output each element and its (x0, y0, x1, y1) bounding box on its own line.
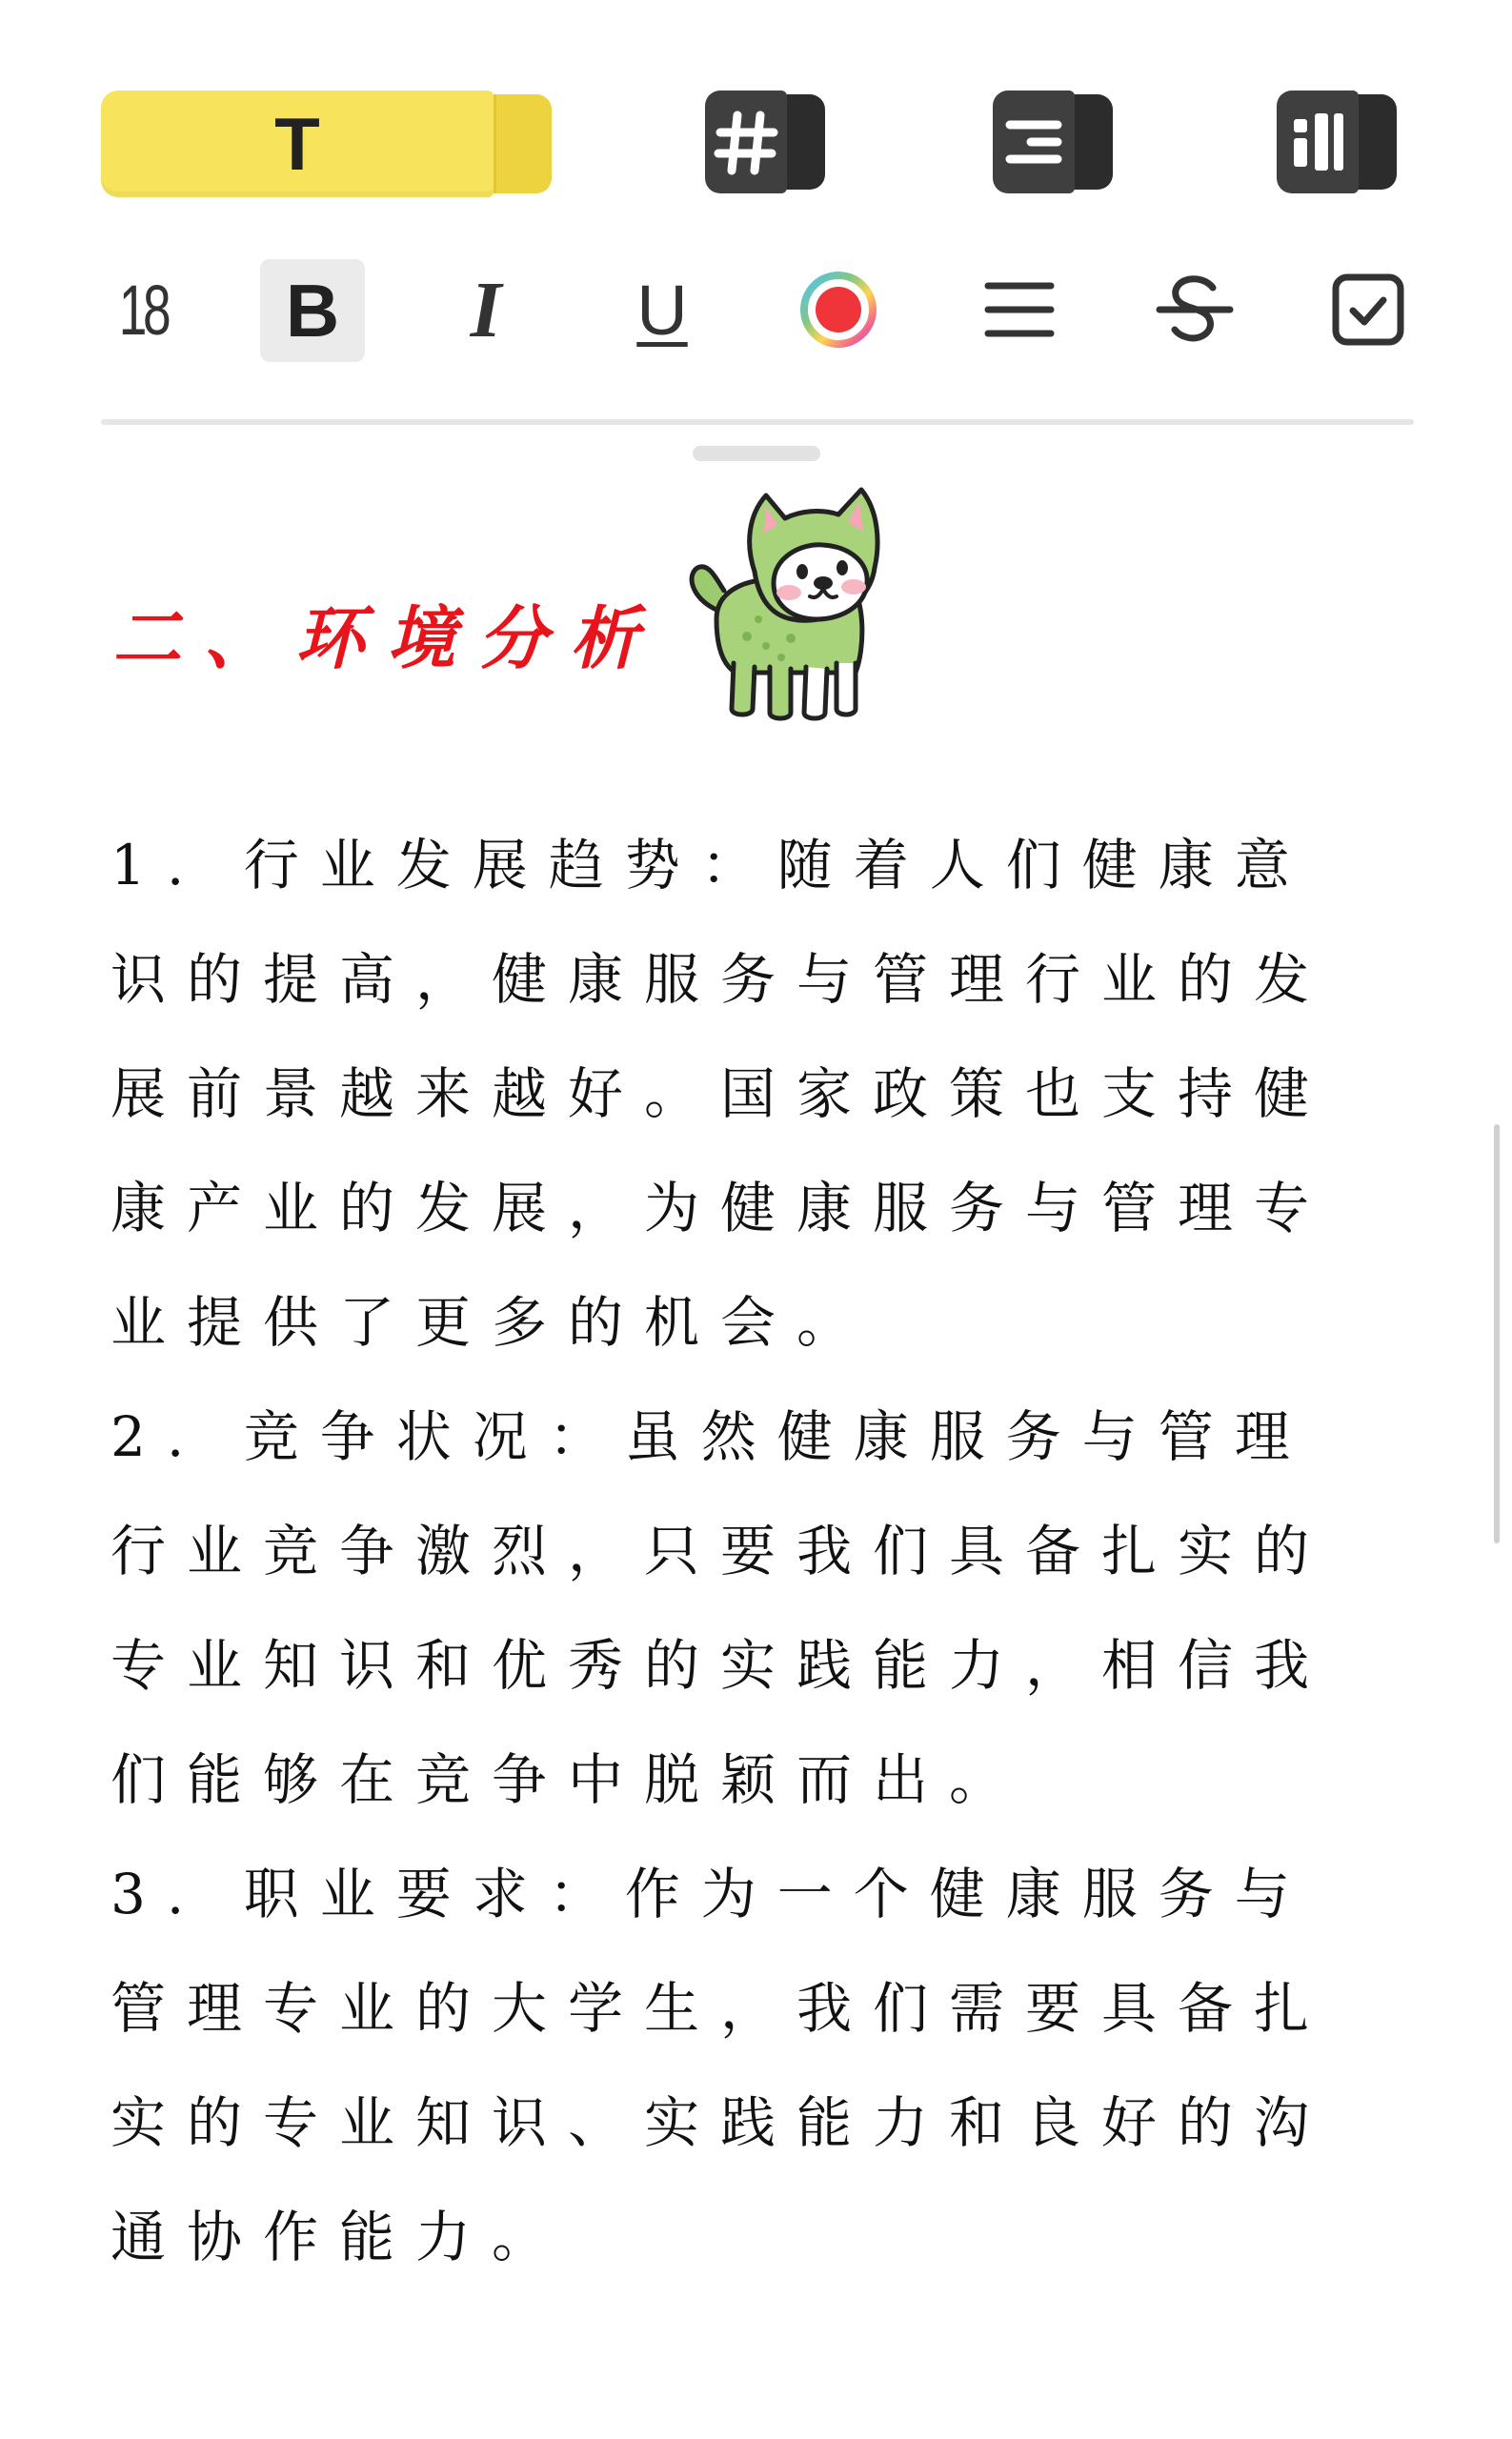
checkbox-button[interactable] (1313, 257, 1423, 362)
tab-columns[interactable] (1277, 91, 1397, 193)
tab-hash[interactable] (705, 91, 825, 193)
document-body[interactable] (111, 808, 1349, 2294)
tab-text-style-side (494, 94, 552, 193)
drag-handle[interactable] (693, 446, 820, 461)
text-color-button[interactable] (783, 257, 894, 362)
text-style-icon: T (274, 101, 320, 186)
toolbar-divider (101, 419, 1414, 425)
color-picker-icon (798, 270, 878, 350)
tab-hash-side (785, 94, 825, 190)
tab-list[interactable] (993, 91, 1113, 193)
italic-button[interactable]: I (470, 265, 502, 354)
font-size-selector[interactable]: 18 (118, 270, 168, 350)
section-heading: 二、环境分析 (112, 597, 662, 678)
strikethrough-button[interactable] (1139, 257, 1250, 362)
align-button[interactable] (964, 257, 1075, 362)
strikethrough-icon (1154, 269, 1236, 351)
hash-icon (705, 91, 787, 193)
list-lines-icon (993, 91, 1075, 193)
align-justify-icon (982, 276, 1057, 343)
scrollbar[interactable] (1494, 1124, 1500, 1543)
bold-button[interactable]: B (260, 259, 365, 362)
underline-button[interactable]: U (636, 270, 688, 350)
tab-list-side (1073, 94, 1113, 190)
tab-columns-side (1357, 94, 1397, 190)
green-dog-sticker (678, 476, 955, 734)
tab-text-style[interactable] (101, 91, 549, 197)
checkbox-icon (1330, 272, 1406, 348)
paragraph: 1. 行业发展趋势：随着人们健康意识的提高，健康服务与管理行业的发展前景越来越好。国家政策也支持健康产业的发展，为健康服务与管理专业提供了更多的机会。 (111, 833, 1331, 1355)
paragraph: 3. 职业要求：作为一个健康服务与管理专业的大学生，我们需要具备扎实的专业知识、实践能力和良好的沟通协作能力。 (111, 1862, 1331, 2269)
paragraph: 2. 竞争状况：虽然健康服务与管理行业竞争激烈，只要我们具备扎实的专业知识和优秀的实践能力，相信我们能够在竞争中脱颖而出。 (111, 1404, 1331, 1812)
columns-icon (1277, 91, 1359, 193)
